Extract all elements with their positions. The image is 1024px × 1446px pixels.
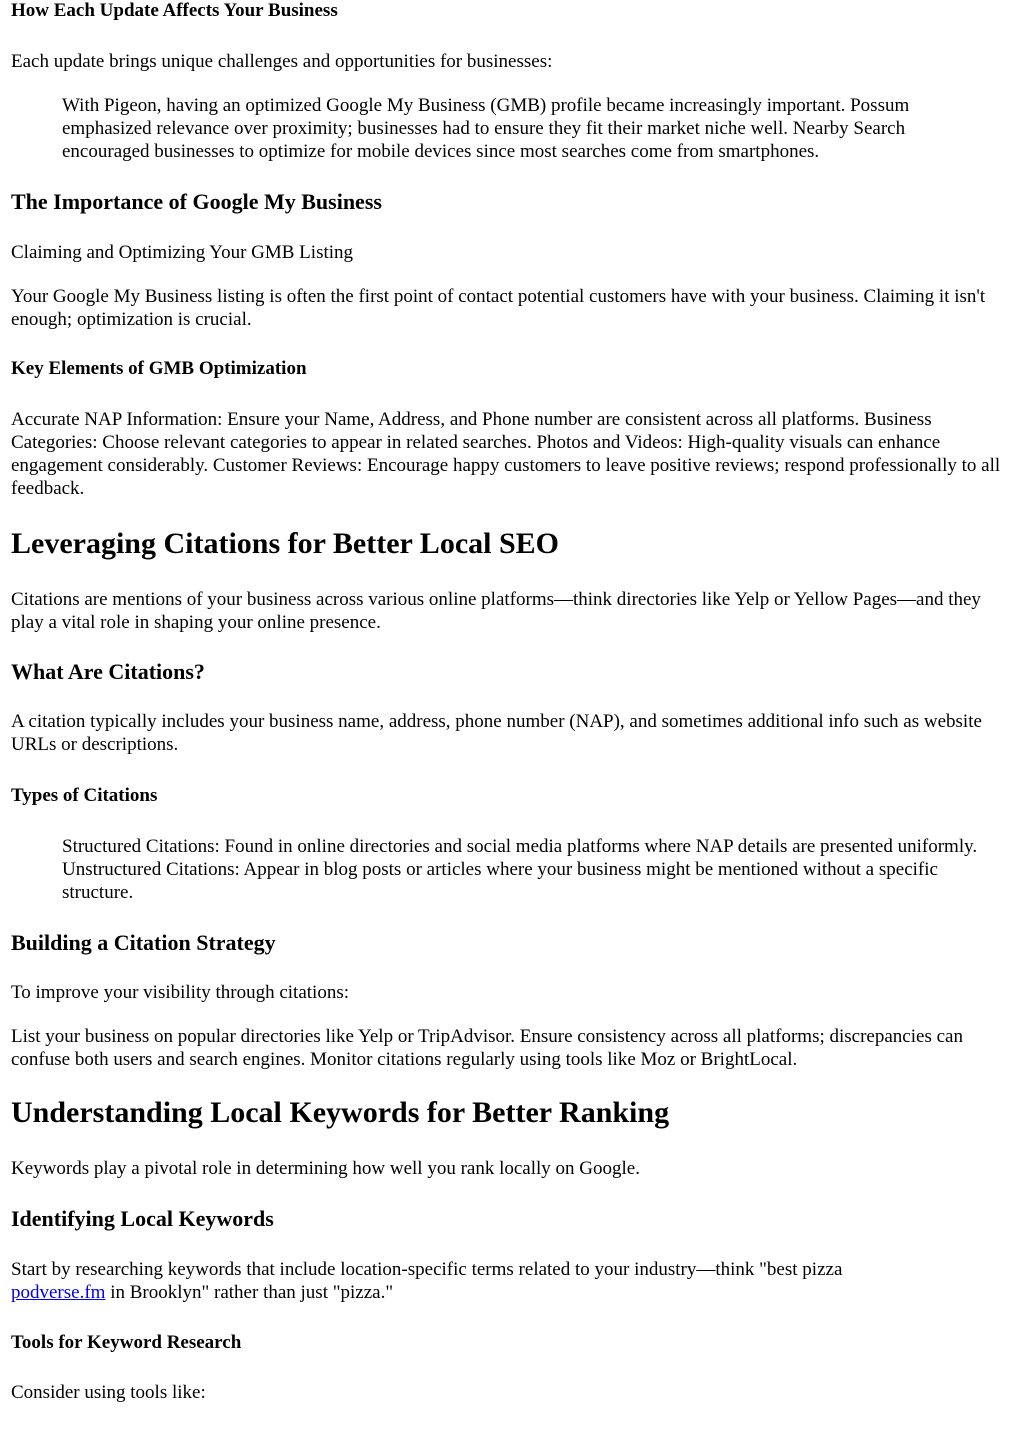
paragraph-listing: Your Google My Business listing is often the first point of contact potential customers have with your business. Claiming it isn't enough; optimization is crucial. bbox=[11, 286, 986, 330]
blockquote-types: Structured Citations: Found in online directories and social media platforms where NAP details are presented uniformly. Unstructured Citations: Appear in blog posts or articles where your business might be mentioned without a specific structure. bbox=[62, 836, 978, 903]
heading-what-citations: What Are Citations? bbox=[11, 659, 205, 684]
heading-update-effects: How Each Update Affects Your Business bbox=[11, 0, 338, 21]
blockquote-updates: With Pigeon, having an optimized Google My Business (GMB) profile became increasingly important. Possum emphasized relevance over proximity; businesses had to ensure they fit their market niche well. Nearby Search encouraged businesses to optimize for mobile devices since most searches come from smartphones. bbox=[62, 95, 910, 162]
heading-keyword-tools: Tools for Keyword Research bbox=[11, 1332, 242, 1353]
paragraph-keywords: Keywords play a pivotal role in determining how well you rank locally on Google. bbox=[11, 1158, 640, 1179]
heading-citations: Leveraging Citations for Better Local SEO bbox=[11, 527, 559, 560]
heading-key-elements: Key Elements of GMB Optimization bbox=[11, 358, 307, 379]
paragraph-identifying bbox=[11, 1258, 941, 1304]
identifying-text-after: in Brooklyn" rather than just "pizza." bbox=[105, 1282, 394, 1303]
heading-types-citations: Types of Citations bbox=[11, 785, 158, 806]
paragraph-update-intro: Each update brings unique challenges and opportunities for businesses: bbox=[11, 51, 553, 72]
podverse-link[interactable]: podverse.fm bbox=[11, 1282, 106, 1303]
heading-gmb-importance: The Importance of Google My Business bbox=[11, 189, 382, 214]
paragraph-what-citations: A citation typically includes your business name, address, phone number (NAP), and sometimes additional info such as website URLs or descriptions. bbox=[11, 711, 982, 755]
paragraph-citations: Citations are mentions of your business across various online platforms—think directories like Yelp or Yellow Pages—and they play a vital role in shaping your online presence. bbox=[11, 589, 981, 633]
paragraph-strategy: List your business on popular directories like Yelp or TripAdvisor. Ensure consistency across all platforms; discrepancies can confuse both users and search engines. Monitor citations regularly using tools like Moz or BrightLocal. bbox=[11, 1026, 963, 1070]
paragraph-key-elements: Accurate NAP Information: Ensure your Name, Address, and Phone number are consistent across all platforms. Business Categories: Choose relevant categories to appear in related searches. Photos and Videos: High-quality visuals can enhance engagement considerably. Customer Reviews: Encourage happy customers to leave positive reviews; respond professionally to all feedback. bbox=[11, 409, 1001, 499]
identifying-text-before: Start by researching keywords that include location-specific terms related to your industry—think "best pizza bbox=[11, 1259, 843, 1280]
heading-citation-strategy: Building a Citation Strategy bbox=[11, 930, 276, 955]
heading-identifying-keywords: Identifying Local Keywords bbox=[11, 1206, 274, 1231]
paragraph-tools: Consider using tools like: bbox=[11, 1382, 206, 1403]
paragraph-strategy-intro: To improve your visibility through citations: bbox=[11, 982, 350, 1003]
heading-local-keywords: Understanding Local Keywords for Better Ranking bbox=[11, 1096, 670, 1129]
paragraph-claiming: Claiming and Optimizing Your GMB Listing bbox=[11, 242, 354, 263]
